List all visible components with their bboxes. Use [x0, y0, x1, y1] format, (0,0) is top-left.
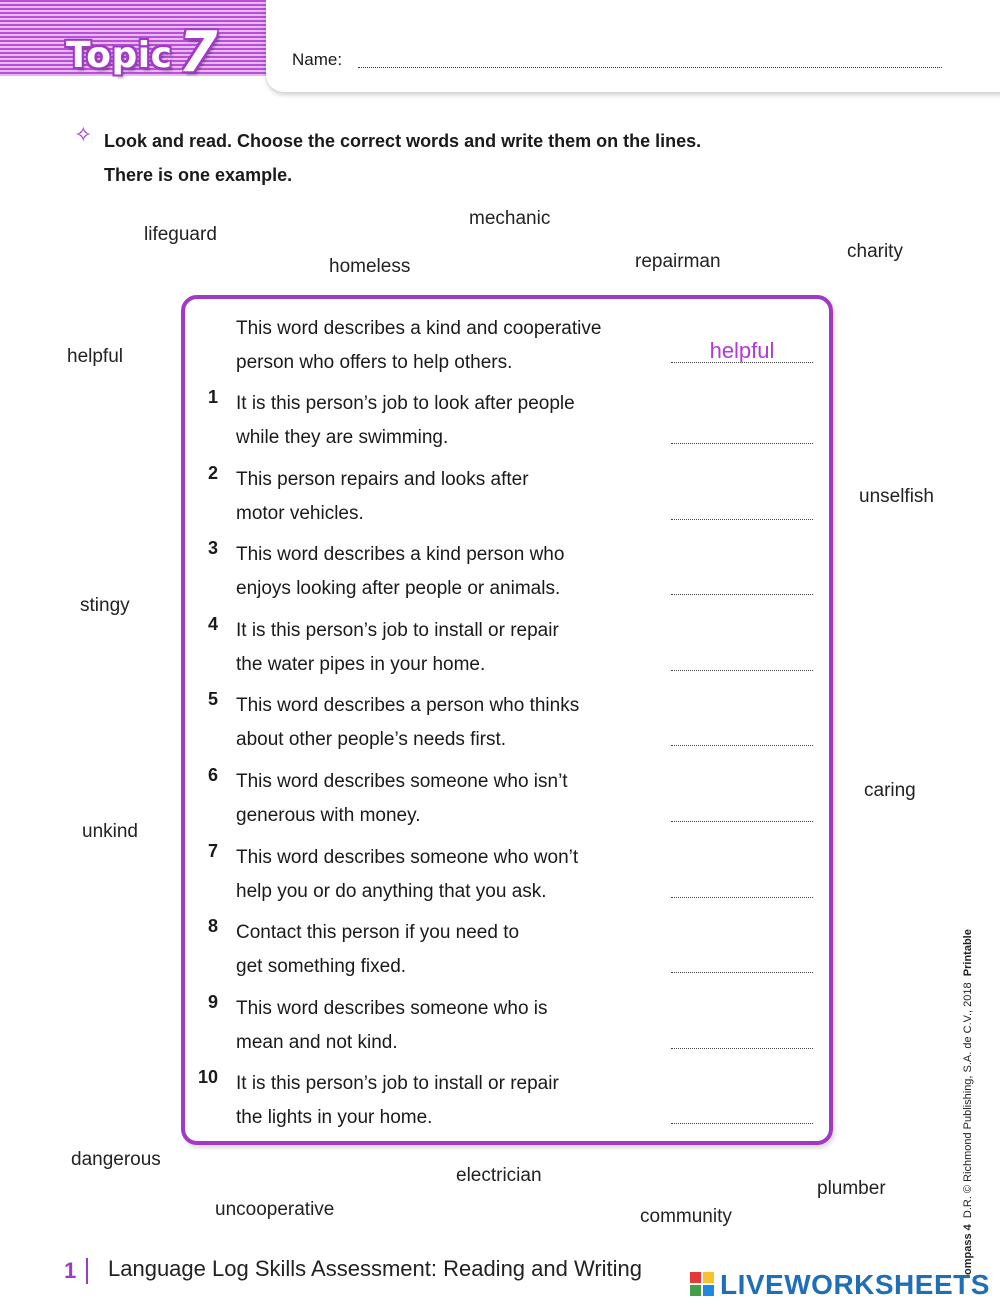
- question-line-1: This word describes a kind and cooperative: [236, 318, 602, 339]
- question-row: [190, 530, 820, 606]
- question-text: [236, 841, 656, 908]
- question-text: [236, 765, 656, 832]
- question-line-2: mean and not kind.: [236, 1031, 398, 1053]
- footer-divider: [86, 1258, 88, 1284]
- example-answer: helpful: [709, 338, 775, 363]
- question-number: 5: [207, 689, 218, 709]
- question-row: [190, 908, 820, 984]
- question-text: [236, 916, 656, 983]
- sparkle-icon: ✧: [74, 123, 93, 148]
- name-box: [266, 0, 1000, 92]
- question-number: 7: [207, 841, 218, 861]
- word-unkind: unkind: [82, 821, 138, 842]
- question-number: 6: [207, 765, 218, 785]
- question-row: [190, 757, 820, 833]
- answer-input-line[interactable]: [671, 821, 813, 822]
- question-row: [190, 455, 820, 531]
- copyright-tag: Printable: [962, 929, 974, 977]
- question-line-1: This word describes someone who won’t: [236, 847, 579, 868]
- word-charity: charity: [847, 241, 903, 262]
- question-text: [236, 689, 656, 756]
- question-line-1: This word describes a person who thinks: [236, 695, 580, 716]
- word-repairman: repairman: [635, 251, 721, 272]
- word-homeless: homeless: [329, 256, 411, 277]
- question-row: [190, 681, 820, 757]
- word-caring: caring: [864, 780, 916, 801]
- question-line-2: generous with money.: [236, 804, 421, 826]
- question-text: [236, 312, 656, 379]
- question-line-2: while they are swimming.: [236, 426, 449, 448]
- page-number: 1: [64, 1258, 77, 1283]
- question-row: [190, 1059, 820, 1135]
- question-text: [236, 463, 656, 530]
- name-input-line[interactable]: [358, 67, 942, 68]
- question-text: [236, 387, 656, 454]
- word-electrician: electrician: [456, 1165, 542, 1186]
- word-mechanic: mechanic: [469, 208, 551, 229]
- answer-input-line[interactable]: [671, 443, 813, 444]
- question-number: 1: [207, 387, 218, 407]
- question-line-1: It is this person’s job to look after people: [236, 393, 575, 414]
- question-line-1: This word describes a kind person who: [236, 544, 565, 565]
- question-line-1: Contact this person if you need to: [236, 922, 520, 943]
- answer-input-line[interactable]: [671, 1048, 813, 1049]
- answer-line: [671, 362, 813, 363]
- question-line-1: It is this person’s job to install or repair: [236, 1073, 559, 1094]
- question-line-2: motor vehicles.: [236, 502, 364, 524]
- question-text: [236, 992, 656, 1059]
- answer-input-line[interactable]: [671, 745, 813, 746]
- answer-input-line[interactable]: [671, 594, 813, 595]
- word-community: community: [640, 1206, 732, 1227]
- question-row: [190, 606, 820, 682]
- liveworksheets-logo[interactable]: [690, 1270, 990, 1300]
- copyright-series: ompass 4: [962, 1224, 974, 1275]
- word-plumber: plumber: [817, 1178, 886, 1199]
- question-number: 4: [207, 614, 218, 634]
- instructions: [104, 124, 701, 192]
- word-lifeguard: lifeguard: [144, 224, 217, 245]
- question-line-2: person who offers to help others.: [236, 351, 513, 373]
- question-number: 3: [207, 538, 218, 558]
- answer-input-line[interactable]: [671, 972, 813, 973]
- word-unselfish: unselfish: [859, 486, 934, 507]
- answer-input-line[interactable]: [671, 519, 813, 520]
- question-row: [190, 379, 820, 455]
- answer-input-line[interactable]: [671, 670, 813, 671]
- liveworksheets-brand: LIVEWORKSHEETS: [720, 1269, 990, 1300]
- topic-title: [66, 20, 218, 85]
- instructions-line-1: Look and read. Choose the correct words and write them on the lines.: [104, 131, 702, 151]
- question-line-2: about other people’s needs first.: [236, 728, 507, 750]
- question-line-2: get something fixed.: [236, 955, 407, 977]
- question-row: [190, 833, 820, 909]
- question-line-1: This word describes someone who is: [236, 998, 548, 1019]
- instructions-line-2: There is one example.: [104, 165, 293, 185]
- question-line-2: enjoys looking after people or animals.: [236, 577, 561, 599]
- answer-input-line[interactable]: [671, 1123, 813, 1124]
- liveworksheets-cube-icon: [690, 1272, 716, 1298]
- word-stingy: stingy: [80, 595, 130, 616]
- question-line-2: the lights in your home.: [236, 1106, 433, 1128]
- copyright-text: D.R. © Richmond Publishing, S.A. de C.V., 2018: [962, 982, 974, 1219]
- copyright-notice: [962, 929, 974, 1275]
- question-text: [236, 614, 656, 681]
- question-line-2: the water pipes in your home.: [236, 653, 486, 675]
- question-line-1: It is this person’s job to install or repair: [236, 620, 559, 641]
- answer-input-line[interactable]: [671, 897, 813, 898]
- question-line-2: help you or do anything that you ask.: [236, 880, 547, 902]
- word-helpful: helpful: [67, 346, 123, 367]
- question-example: [190, 304, 820, 380]
- question-number: 2: [207, 463, 218, 483]
- question-row: [190, 984, 820, 1060]
- word-uncooperative: uncooperative: [215, 1199, 335, 1220]
- topic-label: Topic: [66, 35, 173, 76]
- question-number: 8: [207, 916, 218, 936]
- topic-number: 7: [178, 20, 218, 85]
- name-label: Name:: [292, 50, 343, 69]
- question-line-1: This person repairs and looks after: [236, 469, 529, 490]
- footer-title: Language Log Skills Assessment: Reading and Writing: [108, 1256, 643, 1281]
- question-text: [236, 538, 656, 605]
- question-number: 9: [207, 992, 218, 1012]
- question-text: [236, 1067, 656, 1134]
- word-dangerous: dangerous: [71, 1149, 161, 1170]
- question-number: 10: [197, 1067, 218, 1087]
- question-line-1: This word describes someone who isn’t: [236, 771, 568, 792]
